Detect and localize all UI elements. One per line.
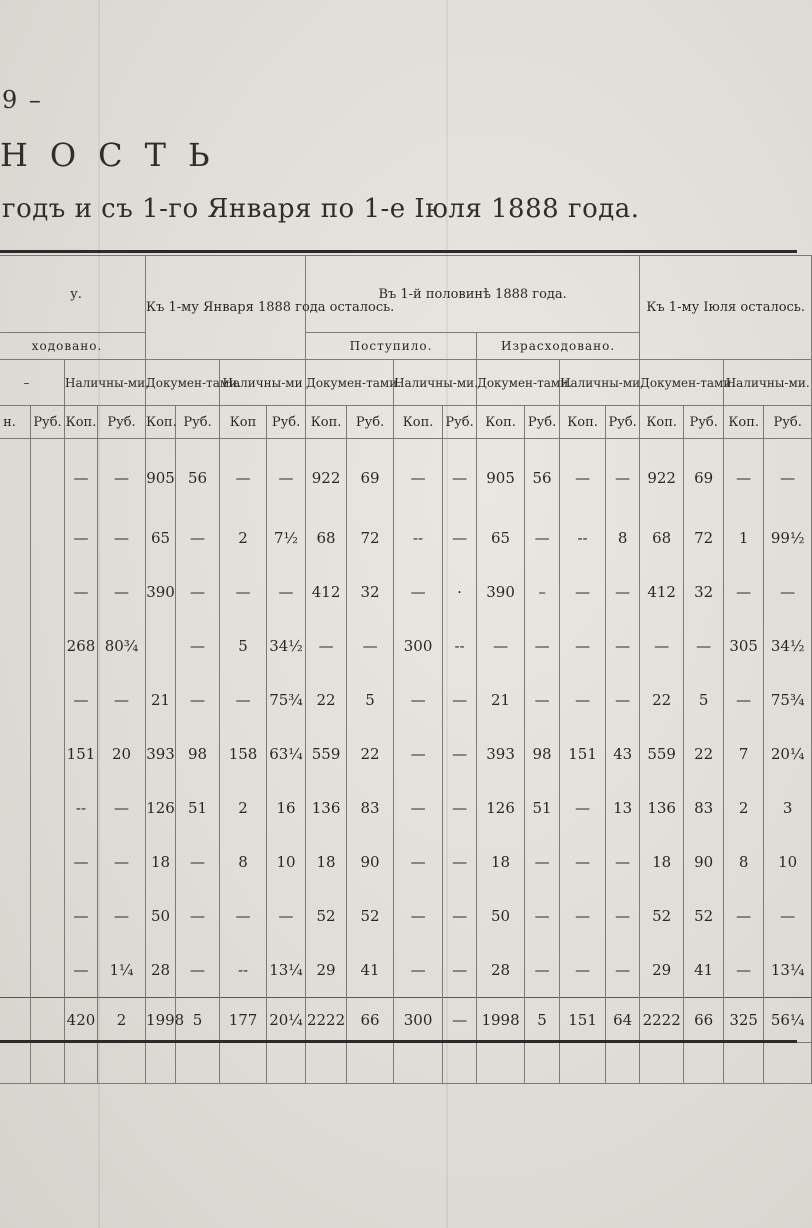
unit-header: Руб. xyxy=(606,406,640,439)
rub-cell: 1998 xyxy=(146,998,176,1043)
rub-cell: 65 xyxy=(477,511,525,565)
rub-cell: — xyxy=(560,619,606,673)
rub-cell: -- xyxy=(394,511,443,565)
rub-cell: — xyxy=(560,943,606,998)
empty-cell xyxy=(684,1043,724,1084)
table-row xyxy=(0,781,812,835)
kop-cell: · xyxy=(443,565,477,619)
rub-cell: 393 xyxy=(146,727,176,781)
rub-cell: 68 xyxy=(640,511,684,565)
rub-cell: 8 xyxy=(220,835,267,889)
rub-cell: 325 xyxy=(724,998,764,1043)
group-header-prev-year: у. xyxy=(0,256,146,333)
rub-cell: — xyxy=(65,943,98,998)
kop-cell: — xyxy=(606,943,640,998)
rub-cell: 2222 xyxy=(306,998,347,1043)
rub-cell: — xyxy=(65,511,98,565)
rub-cell: 268 xyxy=(65,619,98,673)
document-title: НОСТЬ xyxy=(0,136,232,174)
rub-cell: 1 xyxy=(724,511,764,565)
col-header-dash: – xyxy=(0,360,65,406)
rub-cell: — xyxy=(65,565,98,619)
rub-cell: 18 xyxy=(640,835,684,889)
empty-cell xyxy=(65,1043,98,1084)
col-header-cash: Наличны-ми. xyxy=(560,360,640,406)
rub-cell: 151 xyxy=(560,998,606,1043)
kop-cell: — xyxy=(267,565,306,619)
kop-cell: — xyxy=(176,511,220,565)
rub-cell: 21 xyxy=(477,673,525,727)
kop-cell: — xyxy=(764,889,812,943)
rub-cell: 68 xyxy=(306,511,347,565)
kop-cell: 8 xyxy=(606,511,640,565)
table-row xyxy=(0,619,812,673)
kop-cell: — xyxy=(764,565,812,619)
kop-cell: — xyxy=(176,889,220,943)
kop-cell: – xyxy=(525,565,560,619)
rub-cell xyxy=(146,619,176,673)
empty-cell xyxy=(477,1043,525,1084)
rub-cell: 1998 xyxy=(477,998,525,1043)
rub-cell: — xyxy=(560,439,606,512)
kop-cell: — xyxy=(443,511,477,565)
rub-cell: 922 xyxy=(640,439,684,512)
kop-cell: — xyxy=(443,943,477,998)
empty-cell xyxy=(443,1043,477,1084)
rub-cell: — xyxy=(394,439,443,512)
kop-cell: 80¾ xyxy=(98,619,146,673)
rub-cell: 126 xyxy=(146,781,176,835)
kop-cell: 56¼ xyxy=(764,998,812,1043)
cut-off-cell xyxy=(31,889,65,943)
rub-cell: 393 xyxy=(477,727,525,781)
kop-cell: — xyxy=(443,673,477,727)
empty-cell xyxy=(31,1043,65,1084)
kop-cell: — xyxy=(443,727,477,781)
kop-cell: 98 xyxy=(525,727,560,781)
kop-cell: 69 xyxy=(347,439,394,512)
kop-cell: 5 xyxy=(684,673,724,727)
cut-off-cell xyxy=(31,511,65,565)
kop-cell: 52 xyxy=(684,889,724,943)
empty-cell xyxy=(640,1043,684,1084)
kop-cell: 43 xyxy=(606,727,640,781)
kop-cell: — xyxy=(525,889,560,943)
rub-cell: 300 xyxy=(394,998,443,1043)
top-rule xyxy=(0,250,797,253)
unit-header: Коп. xyxy=(146,406,176,439)
group-header-first-half: Въ 1-й половинѣ 1888 года. xyxy=(306,256,640,333)
rub-cell: — xyxy=(65,673,98,727)
empty-cell xyxy=(0,1043,31,1084)
kop-cell: 13¼ xyxy=(764,943,812,998)
rub-cell: 905 xyxy=(477,439,525,512)
table-row xyxy=(0,835,812,889)
rub-cell: 177 xyxy=(220,998,267,1043)
rub-cell: 18 xyxy=(477,835,525,889)
kop-cell: 5 xyxy=(347,673,394,727)
empty-cell xyxy=(176,1043,220,1084)
kop-cell: 10 xyxy=(267,835,306,889)
kop-cell: -- xyxy=(443,619,477,673)
kop-cell: 72 xyxy=(684,511,724,565)
cut-off-cell xyxy=(31,727,65,781)
rub-cell: 2222 xyxy=(640,998,684,1043)
rub-cell: — xyxy=(724,889,764,943)
unit-header: Коп. xyxy=(724,406,764,439)
table-row xyxy=(0,943,812,998)
rub-cell: 5 xyxy=(220,619,267,673)
kop-cell: 83 xyxy=(347,781,394,835)
kop-cell: 41 xyxy=(684,943,724,998)
unit-header: Коп xyxy=(220,406,267,439)
rub-cell: — xyxy=(640,619,684,673)
empty-cell xyxy=(525,1043,560,1084)
unit-header: н. xyxy=(0,406,31,439)
kop-cell: 20¼ xyxy=(267,998,306,1043)
rub-cell: 22 xyxy=(306,673,347,727)
kop-cell: — xyxy=(176,835,220,889)
table-row xyxy=(0,565,812,619)
kop-cell: 7½ xyxy=(267,511,306,565)
rub-cell: — xyxy=(724,673,764,727)
sub-header-received: Поступило. xyxy=(306,333,477,360)
cut-off-cell xyxy=(31,781,65,835)
unit-header: Коп. xyxy=(394,406,443,439)
rub-cell: 412 xyxy=(306,565,347,619)
kop-cell: 66 xyxy=(347,998,394,1043)
cut-off-cell xyxy=(0,835,31,889)
rub-cell: 136 xyxy=(640,781,684,835)
page-number: 9 – xyxy=(2,86,43,114)
kop-cell: 90 xyxy=(684,835,724,889)
ledger-table xyxy=(0,255,812,1084)
unit-header: Руб. xyxy=(525,406,560,439)
kop-cell: — xyxy=(606,619,640,673)
rub-cell: 126 xyxy=(477,781,525,835)
rub-cell: — xyxy=(724,565,764,619)
kop-cell: 56 xyxy=(176,439,220,512)
kop-cell: 75¾ xyxy=(267,673,306,727)
rub-cell: 559 xyxy=(640,727,684,781)
rub-cell: 420 xyxy=(65,998,98,1043)
rub-cell: 29 xyxy=(306,943,347,998)
unit-header: Руб. xyxy=(98,406,146,439)
cut-off-cell xyxy=(31,439,65,512)
kop-cell: — xyxy=(267,439,306,512)
kop-cell: — xyxy=(606,439,640,512)
cut-off-cell xyxy=(0,727,31,781)
kop-cell: — xyxy=(606,673,640,727)
cut-off-cell xyxy=(0,565,31,619)
kop-cell: — xyxy=(606,889,640,943)
col-header-cash: Наличны-ми. xyxy=(65,360,146,406)
group-header-jan-remaining: Къ 1-му Января 1888 года осталось. xyxy=(146,256,306,360)
rub-cell: -- xyxy=(65,781,98,835)
kop-cell: 13 xyxy=(606,781,640,835)
col-header-docs: Докумен-тами. xyxy=(146,360,220,406)
kop-cell: 20¼ xyxy=(764,727,812,781)
rub-cell: 136 xyxy=(306,781,347,835)
col-header-docs: Докумен-тами. xyxy=(640,360,724,406)
empty-cell xyxy=(764,1043,812,1084)
rub-cell: — xyxy=(394,943,443,998)
empty-cell xyxy=(220,1043,267,1084)
unit-header: Коп. xyxy=(640,406,684,439)
rub-cell: — xyxy=(220,673,267,727)
rub-cell: — xyxy=(560,889,606,943)
kop-cell: — xyxy=(176,565,220,619)
sub-header-spent-prev: ходовано. xyxy=(0,333,146,360)
kop-cell: 98 xyxy=(176,727,220,781)
cut-off-cell xyxy=(31,565,65,619)
kop-cell: — xyxy=(525,619,560,673)
kop-cell: — xyxy=(764,439,812,512)
rub-cell: 300 xyxy=(394,619,443,673)
kop-cell: — xyxy=(525,835,560,889)
kop-cell: 41 xyxy=(347,943,394,998)
document-subtitle: годъ и съ 1-го Января по 1-е Іюля 1888 года. xyxy=(2,194,640,224)
kop-cell: 69 xyxy=(684,439,724,512)
table-row xyxy=(0,889,812,943)
table-row xyxy=(0,439,812,512)
kop-cell: — xyxy=(98,835,146,889)
kop-cell: 3 xyxy=(764,781,812,835)
empty-cell xyxy=(724,1043,764,1084)
kop-cell: — xyxy=(176,619,220,673)
cut-off-cell xyxy=(0,998,31,1043)
kop-cell: 32 xyxy=(684,565,724,619)
kop-cell: — xyxy=(98,439,146,512)
kop-cell: — xyxy=(606,835,640,889)
kop-cell: — xyxy=(347,619,394,673)
kop-cell: — xyxy=(443,998,477,1043)
rub-cell: — xyxy=(220,565,267,619)
rub-cell: — xyxy=(724,439,764,512)
kop-cell: 16 xyxy=(267,781,306,835)
unit-header: Коп. xyxy=(477,406,525,439)
group-header-jul-remaining: Къ 1-му Іюля осталось. xyxy=(640,256,812,360)
rub-cell: 22 xyxy=(640,673,684,727)
unit-header: Коп. xyxy=(306,406,347,439)
kop-cell: — xyxy=(267,889,306,943)
rub-cell: 305 xyxy=(724,619,764,673)
empty-cell xyxy=(394,1043,443,1084)
kop-cell: 22 xyxy=(684,727,724,781)
rub-cell: 28 xyxy=(146,943,176,998)
kop-cell: 51 xyxy=(525,781,560,835)
rub-cell: 7 xyxy=(724,727,764,781)
rub-cell: 21 xyxy=(146,673,176,727)
table-bottom-space xyxy=(0,1043,812,1084)
rub-cell: 412 xyxy=(640,565,684,619)
cut-off-cell xyxy=(31,673,65,727)
kop-cell: 56 xyxy=(525,439,560,512)
kop-cell: 64 xyxy=(606,998,640,1043)
kop-cell: 5 xyxy=(176,998,220,1043)
table-row xyxy=(0,511,812,565)
rub-cell: -- xyxy=(560,511,606,565)
rub-cell: 52 xyxy=(640,889,684,943)
unit-header: Коп. xyxy=(560,406,606,439)
cut-off-cell xyxy=(0,943,31,998)
kop-cell: 20 xyxy=(98,727,146,781)
rub-cell: 151 xyxy=(560,727,606,781)
rub-cell: 52 xyxy=(306,889,347,943)
kop-cell: — xyxy=(443,889,477,943)
kop-cell: 72 xyxy=(347,511,394,565)
kop-cell: — xyxy=(98,511,146,565)
unit-header: Руб. xyxy=(684,406,724,439)
rub-cell: 905 xyxy=(146,439,176,512)
empty-cell xyxy=(606,1043,640,1084)
cut-off-cell xyxy=(0,781,31,835)
rub-cell: 50 xyxy=(146,889,176,943)
rub-cell: — xyxy=(724,943,764,998)
rub-cell: — xyxy=(220,439,267,512)
empty-cell xyxy=(98,1043,146,1084)
kop-cell: — xyxy=(525,943,560,998)
kop-cell: — xyxy=(98,889,146,943)
rub-cell: — xyxy=(560,781,606,835)
table-row xyxy=(0,727,812,781)
rub-cell: 50 xyxy=(477,889,525,943)
unit-header: Руб. xyxy=(347,406,394,439)
kop-cell: 2 xyxy=(98,998,146,1043)
kop-cell: 63¼ xyxy=(267,727,306,781)
kop-cell: 13¼ xyxy=(267,943,306,998)
kop-cell: — xyxy=(525,673,560,727)
rub-cell: — xyxy=(560,565,606,619)
cut-off-cell xyxy=(0,439,31,512)
rub-cell: 8 xyxy=(724,835,764,889)
rub-cell: 18 xyxy=(146,835,176,889)
rub-cell: 2 xyxy=(220,511,267,565)
totals-row xyxy=(0,998,812,1043)
bottom-rule xyxy=(0,1040,797,1043)
rub-cell: 2 xyxy=(220,781,267,835)
unit-header: Руб. xyxy=(267,406,306,439)
rub-cell: — xyxy=(394,727,443,781)
unit-header: Руб. xyxy=(443,406,477,439)
col-header-cash: Наличны-ми xyxy=(220,360,306,406)
cut-off-cell xyxy=(0,511,31,565)
ledger-rows xyxy=(0,439,812,998)
rub-cell: — xyxy=(394,565,443,619)
kop-cell: 99½ xyxy=(764,511,812,565)
sub-header-spent: Израсходовано. xyxy=(477,333,640,360)
empty-cell xyxy=(146,1043,176,1084)
cut-off-cell xyxy=(31,835,65,889)
kop-cell: — xyxy=(684,619,724,673)
rub-cell: — xyxy=(65,835,98,889)
kop-cell: 1¼ xyxy=(98,943,146,998)
rub-cell: — xyxy=(65,439,98,512)
cut-off-cell xyxy=(31,619,65,673)
rub-cell: — xyxy=(306,619,347,673)
kop-cell: — xyxy=(98,565,146,619)
kop-cell: 66 xyxy=(684,998,724,1043)
rub-cell: -- xyxy=(220,943,267,998)
rub-cell: 390 xyxy=(146,565,176,619)
cut-off-cell xyxy=(0,673,31,727)
cut-off-cell xyxy=(0,889,31,943)
rub-cell: 390 xyxy=(477,565,525,619)
cut-off-cell xyxy=(0,619,31,673)
rub-cell: 65 xyxy=(146,511,176,565)
rub-cell: — xyxy=(394,889,443,943)
kop-cell: 32 xyxy=(347,565,394,619)
empty-cell xyxy=(267,1043,306,1084)
table-row xyxy=(0,673,812,727)
kop-cell: — xyxy=(443,781,477,835)
kop-cell: — xyxy=(98,673,146,727)
rub-cell: 158 xyxy=(220,727,267,781)
col-header-cash: Наличны-ми. xyxy=(724,360,812,406)
kop-cell: 34½ xyxy=(267,619,306,673)
kop-cell: 10 xyxy=(764,835,812,889)
empty-cell xyxy=(306,1043,347,1084)
rub-cell: — xyxy=(394,781,443,835)
kop-cell: 51 xyxy=(176,781,220,835)
rub-cell: 29 xyxy=(640,943,684,998)
kop-cell: 83 xyxy=(684,781,724,835)
kop-cell: 90 xyxy=(347,835,394,889)
col-header-docs: Докумен-тами. xyxy=(477,360,560,406)
unit-header: Руб. xyxy=(176,406,220,439)
kop-cell: 22 xyxy=(347,727,394,781)
col-header-cash: Наличны-ми. xyxy=(394,360,477,406)
col-header-docs: Докумен-тами. xyxy=(306,360,394,406)
rub-cell: — xyxy=(477,619,525,673)
rub-cell: — xyxy=(220,889,267,943)
unit-header: Руб. xyxy=(764,406,812,439)
kop-cell: — xyxy=(606,565,640,619)
rub-cell: — xyxy=(560,835,606,889)
kop-cell: 75¾ xyxy=(764,673,812,727)
rub-cell: 559 xyxy=(306,727,347,781)
cut-off-cell xyxy=(31,998,65,1043)
kop-cell: — xyxy=(443,835,477,889)
unit-header: Коп. xyxy=(65,406,98,439)
rub-cell: 922 xyxy=(306,439,347,512)
rub-cell: — xyxy=(394,673,443,727)
rub-cell: — xyxy=(560,673,606,727)
kop-cell: 52 xyxy=(347,889,394,943)
rub-cell: 2 xyxy=(724,781,764,835)
kop-cell: — xyxy=(525,511,560,565)
rub-cell: 18 xyxy=(306,835,347,889)
cut-off-cell xyxy=(31,943,65,998)
kop-cell: — xyxy=(176,943,220,998)
rub-cell: 28 xyxy=(477,943,525,998)
rub-cell: — xyxy=(394,835,443,889)
kop-cell: — xyxy=(443,439,477,512)
unit-header: Руб. xyxy=(31,406,65,439)
empty-cell xyxy=(347,1043,394,1084)
rub-cell: 151 xyxy=(65,727,98,781)
kop-cell: 34½ xyxy=(764,619,812,673)
kop-cell: 5 xyxy=(525,998,560,1043)
empty-cell xyxy=(560,1043,606,1084)
kop-cell: — xyxy=(98,781,146,835)
kop-cell: — xyxy=(176,673,220,727)
rub-cell: — xyxy=(65,889,98,943)
